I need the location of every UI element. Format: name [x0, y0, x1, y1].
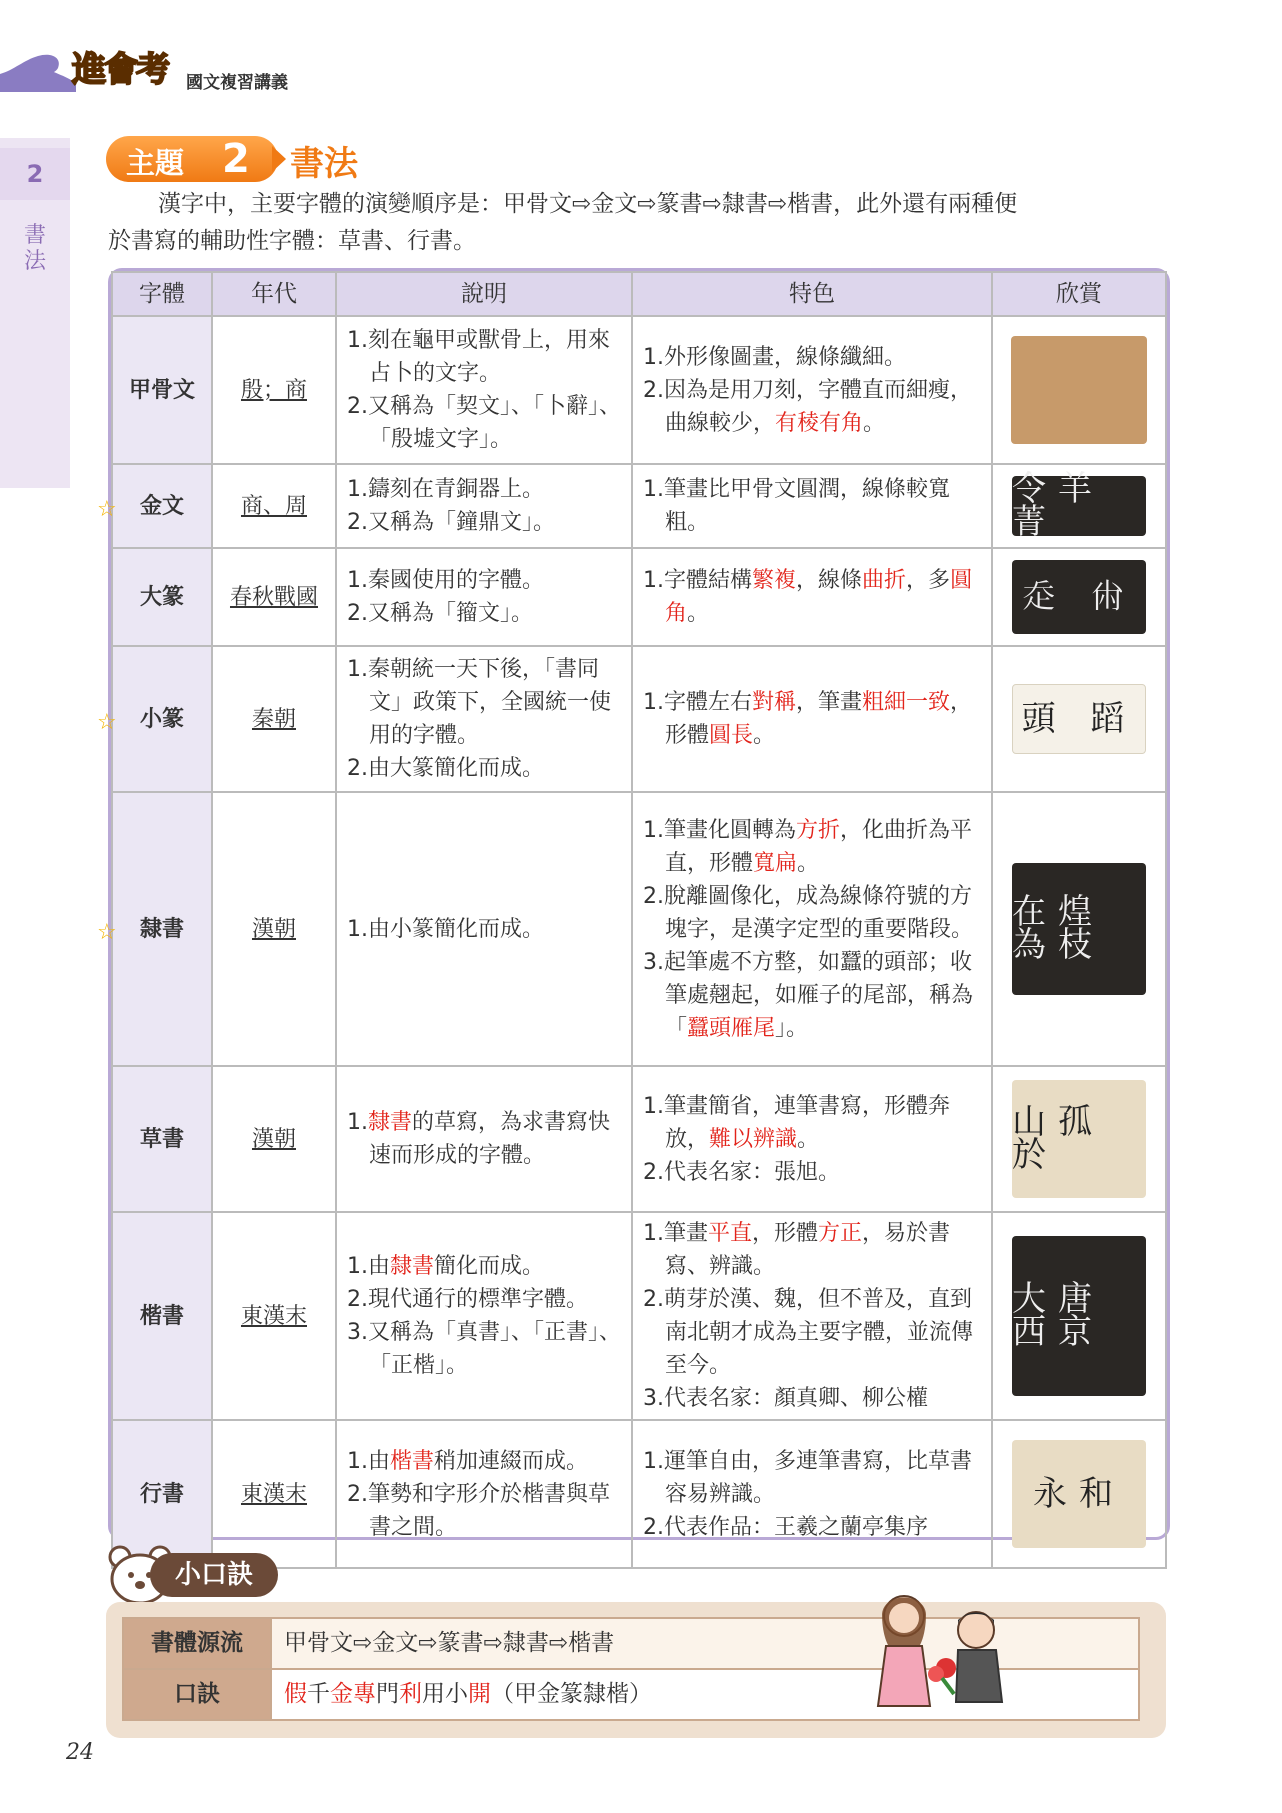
era-cell — [212, 646, 336, 792]
page-number: 24 — [66, 1740, 94, 1765]
description-item: 2.又稱為「籀文」。 — [347, 601, 533, 626]
era-cell — [212, 792, 336, 1066]
description-item — [347, 1445, 625, 1478]
script-name-cell — [97, 646, 212, 792]
appreciation-cell — [992, 316, 1166, 464]
description-cell — [336, 548, 632, 646]
calligraphy-sample: 永和 — [1033, 1473, 1125, 1514]
highlight-text: 平直 — [708, 1221, 753, 1246]
description-item: 1.秦國使用的字體。 — [347, 568, 544, 593]
script-name-cell — [97, 792, 212, 1066]
star-icon: ☆ — [97, 920, 117, 945]
script-name: 楷書 — [139, 1303, 184, 1329]
body-text: 2.現代通行的標準字體。 — [347, 1287, 588, 1312]
features-cell — [632, 464, 992, 548]
calligraphy-sample: 頭 蹈 — [1021, 698, 1137, 739]
running-script-image — [1012, 1440, 1146, 1548]
table-row — [112, 1066, 1166, 1212]
body-text: ，線條 — [796, 568, 863, 593]
body-text: 門 — [376, 1681, 399, 1707]
body-text: 2.萌芽於漢、魏，但不普及，直到南北朝才成為主要字體，並流傳至今。 — [643, 1287, 974, 1378]
feature-item — [643, 1511, 985, 1544]
script-name: 小篆 — [139, 706, 184, 732]
feature-item — [643, 341, 985, 374]
feature-item — [643, 564, 985, 630]
era-cell — [212, 1420, 336, 1568]
highlight-text: 利 — [399, 1681, 422, 1707]
script-name: 甲骨文 — [128, 377, 195, 403]
body-text: ，易於書寫、辨識。 — [665, 1221, 951, 1279]
highlight-text: 假 — [284, 1681, 307, 1707]
body-text: ，形體 — [752, 1221, 819, 1246]
topic-number: 2 — [222, 136, 250, 182]
table-row — [112, 548, 1166, 646]
body-text: 1.筆畫 — [643, 1221, 708, 1246]
description-item — [347, 1478, 625, 1544]
body-text: 千 — [307, 1681, 330, 1707]
body-text: 。 — [797, 850, 820, 876]
body-text: 2.筆勢和字形介於楷書與草書之間。 — [347, 1481, 610, 1540]
feature-item — [643, 1283, 985, 1382]
body-text: 1.筆畫化圓轉為 — [643, 817, 796, 843]
calligraphy-table — [97, 268, 1170, 1540]
highlight-text: 金 — [330, 1681, 353, 1707]
body-text: 2.因為是用刀刻，字體直而細瘦，曲線較少， — [643, 377, 972, 436]
body-text: 。 — [753, 723, 776, 748]
highlight-text: 隸書 — [368, 1110, 413, 1135]
description-item — [347, 1250, 625, 1283]
era-cell — [212, 1066, 336, 1212]
brand-logo: 進會考 — [72, 50, 168, 90]
script-name: 大篆 — [139, 584, 184, 610]
calligraphy-sample: 山孤於 — [1012, 1102, 1104, 1175]
series-title: 國文複習講義 — [186, 73, 288, 93]
script-name: 草書 — [139, 1126, 184, 1152]
small-seal-image — [1012, 684, 1146, 754]
clerical-script-image — [1012, 863, 1146, 995]
highlight-text: 難以辨識 — [709, 1126, 798, 1152]
description-cell — [336, 464, 632, 548]
body-text: 1.字體左右 — [643, 690, 752, 715]
description-item — [347, 1283, 625, 1316]
table-row — [112, 646, 1166, 792]
oracle-bone-image — [1011, 336, 1147, 444]
highlight-text: 曲折 — [862, 568, 907, 593]
script-name: 隸書 — [139, 916, 184, 942]
script-name: 金文 — [139, 493, 184, 519]
body-text: 。 — [687, 601, 710, 626]
body-text: 」。 — [775, 1015, 809, 1041]
chapter-number: 2 — [0, 148, 70, 200]
body-text: 。 — [863, 410, 886, 436]
feature-item — [643, 686, 985, 752]
body-text: 1.由 — [347, 1254, 390, 1279]
chapter-side-title: 書法 — [24, 223, 47, 274]
description-cell — [336, 1066, 632, 1212]
star-icon: ☆ — [97, 497, 117, 522]
appreciation-cell — [992, 1420, 1166, 1568]
intro-paragraph — [108, 186, 1168, 260]
body-text: ，筆畫 — [796, 690, 863, 715]
highlight-text: 圓長 — [709, 723, 754, 748]
mnemonic-tag: 小口訣 — [150, 1553, 278, 1597]
body-text: 。 — [797, 1126, 820, 1152]
era-text: 春秋戰國 — [229, 584, 318, 610]
body-text: 3.代表名家：顏真卿、柳公權 — [643, 1386, 928, 1411]
table-row — [112, 1212, 1166, 1420]
highlight-text: 方折 — [796, 817, 841, 843]
body-text: 1. — [347, 1110, 368, 1135]
large-seal-image — [1012, 560, 1146, 634]
table-row — [112, 792, 1166, 1066]
era-text: 殷；商 — [240, 377, 307, 403]
description-item: 2.又稱為「鐘鼎文」。 — [347, 510, 555, 535]
appreciation-cell — [992, 1066, 1166, 1212]
feature-item — [643, 1217, 985, 1283]
couple-illustration-icon — [846, 1590, 1026, 1720]
body-text: 1.筆畫比甲骨文圓潤，線條較寬粗。 — [643, 477, 950, 535]
feature-item — [643, 1445, 985, 1511]
era-cell — [212, 464, 336, 548]
highlight-text: 繁複 — [752, 568, 797, 593]
feature-item — [643, 1156, 985, 1189]
body-text: 的草寫，為求書寫快速而形成的字體。 — [369, 1110, 611, 1168]
feature-item — [643, 880, 985, 946]
features-cell — [632, 548, 992, 646]
highlight-text: 有稜有角 — [775, 410, 864, 436]
calligraphy-sample — [1011, 336, 1147, 444]
bronze-script-image — [1012, 469, 1146, 542]
topic-title: 書法 — [290, 144, 358, 184]
topic-badge — [106, 136, 278, 182]
highlight-text: 方正 — [818, 1221, 863, 1246]
cursive-script-image — [1012, 1080, 1146, 1198]
body-text: 1.筆畫簡省，連筆書寫，形體奔放， — [643, 1093, 950, 1152]
col-header-appreciation: 欣賞 — [992, 272, 1166, 316]
body-text: 3.又稱為「真書」、「正書」、「正楷」。 — [347, 1320, 621, 1378]
script-name-cell — [112, 548, 212, 646]
appreciation-cell — [992, 646, 1166, 792]
calligraphy-sample: 𧺆 㡀 — [1021, 576, 1137, 617]
features-cell — [632, 1420, 992, 1568]
body-text: 2.代表作品：王羲之蘭亭集序 — [643, 1514, 928, 1540]
highlight-text: 蠶頭雁尾 — [687, 1015, 776, 1041]
highlight-text: 粗細一致 — [862, 690, 951, 715]
features-cell — [632, 1066, 992, 1212]
appreciation-cell — [992, 1212, 1166, 1420]
script-name-cell — [97, 464, 212, 548]
feature-item — [643, 1090, 985, 1156]
script-name-cell — [112, 1066, 212, 1212]
table-row — [112, 464, 1166, 548]
features-cell — [632, 1212, 992, 1420]
description-cell — [336, 1420, 632, 1568]
body-text: 2.代表名家：張旭。 — [643, 1159, 840, 1185]
description-item: 1.由小篆簡化而成。 — [347, 916, 544, 942]
table-row — [112, 1420, 1166, 1568]
feature-item — [643, 1382, 985, 1415]
era-text: 漢朝 — [251, 1126, 296, 1152]
highlight-text: 開 — [468, 1681, 491, 1707]
regular-script-image — [1012, 1236, 1146, 1396]
feature-item — [643, 374, 985, 440]
era-text: 商、周 — [240, 493, 307, 519]
mnemonic-row2-label: 口訣 — [123, 1669, 271, 1720]
calligraphy-sample: 令羊菁 — [1012, 469, 1104, 542]
highlight-text: 對稱 — [752, 690, 797, 715]
feature-item — [643, 946, 985, 1045]
highlight-text: 寬扁 — [753, 850, 798, 876]
era-cell — [212, 548, 336, 646]
calligraphy-sample: 在煌為枝 — [1012, 892, 1104, 965]
script-name-cell — [112, 1212, 212, 1420]
script-name: 行書 — [139, 1481, 184, 1507]
table-row — [112, 316, 1166, 464]
body-text: ，化曲折為平直，形體 — [665, 817, 973, 876]
body-text: 用小 — [422, 1681, 468, 1707]
intro-line-1: 漢字中，主要字體的演變順序是：甲骨文⇨金文⇨篆書⇨隸書⇨楷書，此外還有兩種便 — [158, 191, 1018, 217]
mnemonic-row1-value: 甲骨文⇨金文⇨篆書⇨隸書⇨楷書 — [271, 1618, 1139, 1669]
body-text: 簡化而成。 — [434, 1254, 545, 1279]
features-cell — [632, 792, 992, 1066]
body-text: ，多 — [906, 568, 951, 593]
body-text: 1.字體結構 — [643, 568, 752, 593]
description-item: 1.刻在龜甲或獸骨上，用來占卜的文字。 — [347, 328, 610, 386]
chapter-side-tab — [0, 138, 70, 488]
era-text: 東漢末 — [240, 1303, 307, 1329]
body-text: 2.脫離圖像化，成為線條符號的方塊字，是漢字定型的重要階段。 — [643, 883, 974, 942]
feature-item — [643, 473, 985, 539]
body-text: 1.運筆自由，多連筆書寫，比草書容易辨識。 — [643, 1448, 972, 1507]
features-cell — [632, 646, 992, 792]
highlight-text: 圓角 — [665, 568, 973, 626]
features-cell — [632, 316, 992, 464]
description-cell — [336, 646, 632, 792]
body-text: （甲金篆隸楷） — [491, 1681, 652, 1707]
wave-logo-icon — [0, 40, 80, 92]
appreciation-cell — [992, 464, 1166, 548]
era-text: 秦朝 — [251, 706, 296, 732]
description-cell — [336, 1212, 632, 1420]
description-item — [347, 1316, 625, 1382]
star-icon: ☆ — [97, 710, 117, 735]
highlight-text: 專 — [353, 1681, 376, 1707]
script-name-cell — [112, 316, 212, 464]
era-cell — [212, 1212, 336, 1420]
col-header-description: 說明 — [336, 272, 632, 316]
body-text: 1.由 — [347, 1448, 390, 1474]
highlight-text: 隸書 — [390, 1254, 435, 1279]
intro-line-2: 於書寫的輔助性字體：草書、行書。 — [108, 228, 476, 254]
feature-item — [643, 814, 985, 880]
page-header — [0, 40, 330, 92]
description-cell — [336, 316, 632, 464]
era-cell — [212, 316, 336, 464]
era-text: 漢朝 — [251, 916, 296, 942]
body-text: 1.外形像圖畫，線條纖細。 — [643, 344, 906, 370]
topic-arrow-icon — [272, 146, 286, 172]
description-item: 2.又稱為「契文」、「卜辭」、「殷墟文字」。 — [347, 394, 621, 452]
table-header-row — [112, 272, 1166, 316]
era-text: 東漢末 — [240, 1481, 307, 1507]
appreciation-cell — [992, 548, 1166, 646]
description-cell — [336, 792, 632, 1066]
col-header-script: 字體 — [112, 272, 212, 316]
appreciation-cell — [992, 792, 1166, 1066]
body-text: 稍加連綴而成。 — [434, 1448, 589, 1474]
highlight-text: 楷書 — [390, 1448, 435, 1474]
col-header-features: 特色 — [632, 272, 992, 316]
description-item: 1.鑄刻在青銅器上。 — [347, 477, 544, 502]
description-item: 1.秦朝統一天下後，「書同文」政策下，全國統一使用的字體。 — [347, 657, 612, 748]
col-header-era: 年代 — [212, 272, 336, 316]
mnemonic-row1-label: 書體源流 — [123, 1618, 271, 1669]
description-item — [347, 1106, 625, 1172]
body-text: ，形體 — [665, 690, 973, 748]
description-item: 2.由大篆簡化而成。 — [347, 756, 544, 781]
calligraphy-sample: 大唐西京 — [1012, 1279, 1104, 1352]
topic-label: 主題 — [126, 146, 185, 180]
body-text: 3.起筆處不方整，如蠶的頭部；收筆處翹起，如雁子的尾部，稱為「 — [643, 949, 974, 1041]
